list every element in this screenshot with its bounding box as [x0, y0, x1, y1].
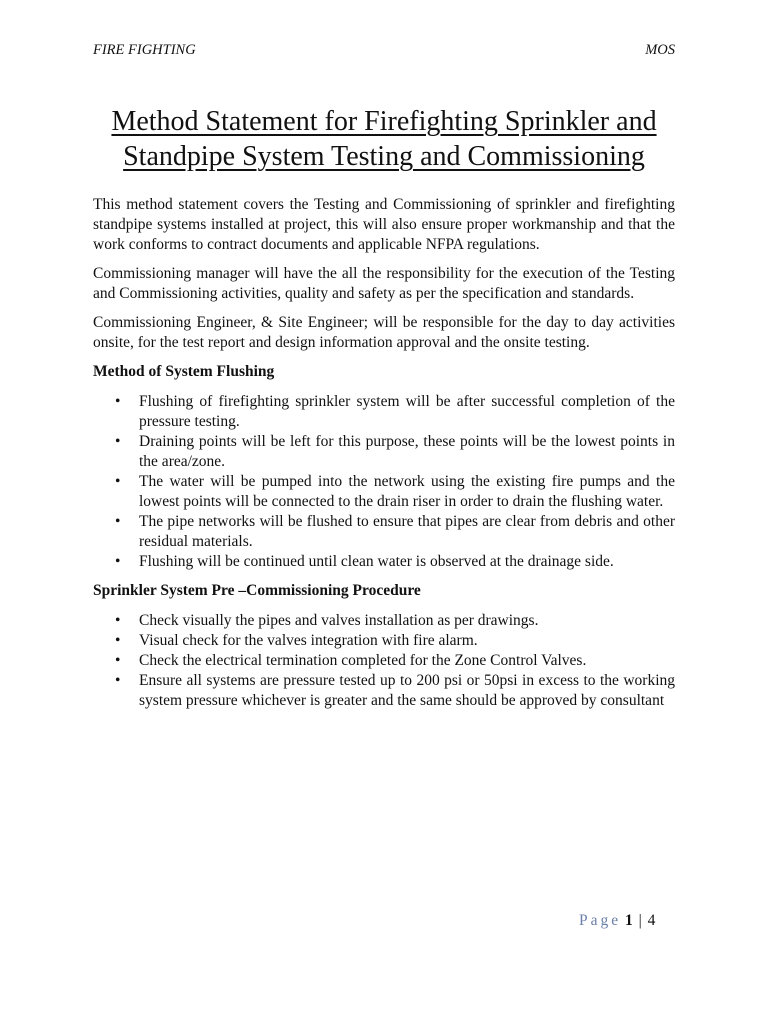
page-separator: | [638, 912, 642, 929]
list-item [93, 552, 675, 572]
list-item [93, 432, 675, 472]
list-item-text: Check visually the pipes and valves installation as per drawings. [139, 612, 539, 629]
list-item-text: Flushing will be continued until clean water is observed at the drainage side. [139, 553, 614, 570]
list-item [93, 472, 675, 512]
bullet-icon: • [115, 433, 121, 450]
page-header [93, 41, 675, 59]
list-item [93, 611, 675, 631]
list-item-text: Draining points will be left for this purpose, these points will be the lowest points in the area/zone. [139, 433, 675, 470]
page-footer [579, 911, 655, 931]
list-item [93, 392, 675, 432]
section-heading-pre-commissioning: Sprinkler System Pre –Commissioning Procedure [93, 582, 421, 599]
bullet-icon: • [115, 393, 121, 410]
section-heading-flushing: Method of System Flushing [93, 363, 275, 380]
list-item [93, 651, 675, 671]
bullet-icon: • [115, 672, 121, 689]
document-body [93, 195, 675, 720]
pre-commissioning-bullet-list [93, 611, 675, 711]
bullet-icon: • [115, 553, 121, 570]
list-item-text: Ensure all systems are pressure tested up to 200 psi or 50psi in excess to the working system pressure whichever is greater and the same should be approved by consultant [139, 672, 675, 709]
list-item-text: Flushing of firefighting sprinkler system will be after successful completion of the pressure testing. [139, 393, 675, 430]
list-item-text: The pipe networks will be flushed to ensure that pipes are clear from debris and other residual materials. [139, 513, 675, 550]
intro-paragraph: Commissioning Engineer, & Site Engineer; will be responsible for the day to day activities onsite, for the test report and design information approval and the onsite testing. [93, 314, 675, 351]
header-right-text: MOS [645, 42, 675, 58]
page-total: 4 [647, 912, 656, 929]
list-item [93, 631, 675, 651]
bullet-icon: • [115, 652, 121, 669]
list-item [93, 671, 675, 711]
bullet-icon: • [115, 513, 121, 530]
bullet-icon: • [115, 612, 121, 629]
bullet-icon: • [115, 473, 121, 490]
list-item-text: The water will be pumped into the network using the existing fire pumps and the lowest points will be connected to the drain riser in order to drain the flushing water. [139, 473, 675, 510]
header-left-text: FIRE FIGHTING [93, 42, 196, 58]
intro-paragraph: This method statement covers the Testing and Commissioning of sprinkler and firefighting standpipe systems installed at project, this will also ensure proper workmanship and that the work conforms to contract documents and applicable NFPA regulations. [93, 196, 675, 253]
title-line-2: Standpipe System Testing and Commissioning [123, 141, 645, 172]
document-title [80, 104, 688, 174]
intro-paragraph: Commissioning manager will have the all the responsibility for the execution of the Testing and Commissioning activities, quality and safety as per the specification and standards. [93, 265, 675, 302]
page-number: 1 [625, 912, 633, 929]
list-item-text: Visual check for the valves integration with fire alarm. [139, 632, 478, 649]
list-item-text: Check the electrical termination completed for the Zone Control Valves. [139, 652, 587, 669]
page-label: Page [579, 912, 622, 929]
list-item [93, 512, 675, 552]
bullet-icon: • [115, 632, 121, 649]
title-line-1: Method Statement for Firefighting Sprinkler and [111, 106, 657, 137]
flushing-bullet-list [93, 392, 675, 572]
